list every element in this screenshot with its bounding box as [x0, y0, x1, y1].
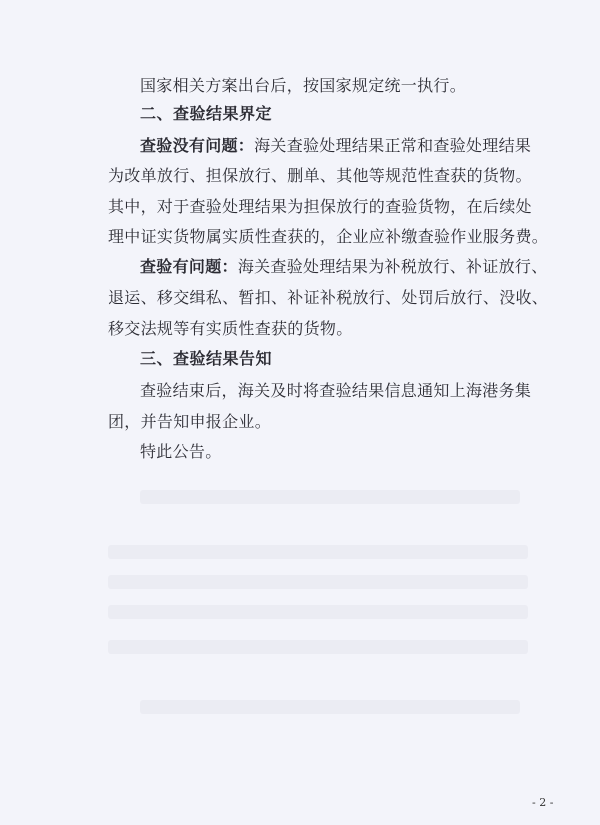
paragraph-line: 团，并告知申报企业。	[108, 412, 272, 431]
paragraph-has-issue	[140, 257, 548, 277]
intro-line: 国家相关方案出台后，按国家规定统一执行。	[140, 76, 467, 95]
paragraph-line: 海关查验处理结果正常和查验处理结果	[254, 136, 532, 155]
paragraph-lead: 查验没有问题：	[140, 136, 255, 155]
closing-line: 特此公告。	[140, 442, 222, 461]
section-3-heading: 三、查验结果告知	[140, 349, 273, 368]
section-2-heading: 二、查验结果界定	[140, 104, 273, 123]
paragraph-line: 海关查验处理结果为补税放行、补证放行、	[237, 257, 548, 276]
paragraph-line: 理中证实货物属实质性查获的，企业应补缴查验作业服务费。	[108, 227, 549, 246]
paragraph-line: 其中，对于查验处理结果为担保放行的查验货物，在后续处	[108, 197, 532, 216]
paragraph-line: 移交法规等有实质性查获的货物。	[108, 319, 353, 338]
paragraph-no-issue	[140, 136, 531, 156]
paragraph-line: 退运、移交缉私、暂扣、补证补税放行、处罚后放行、没收、	[108, 288, 549, 307]
page-number: - 2 -	[532, 796, 554, 809]
paragraph-line: 查验结束后，海关及时将查验结果信息通知上海港务集	[140, 381, 532, 400]
paragraph-line: 为改单放行、担保放行、删单、其他等规范性查获的货物。	[108, 166, 532, 185]
paragraph-lead: 查验有问题：	[140, 257, 238, 276]
